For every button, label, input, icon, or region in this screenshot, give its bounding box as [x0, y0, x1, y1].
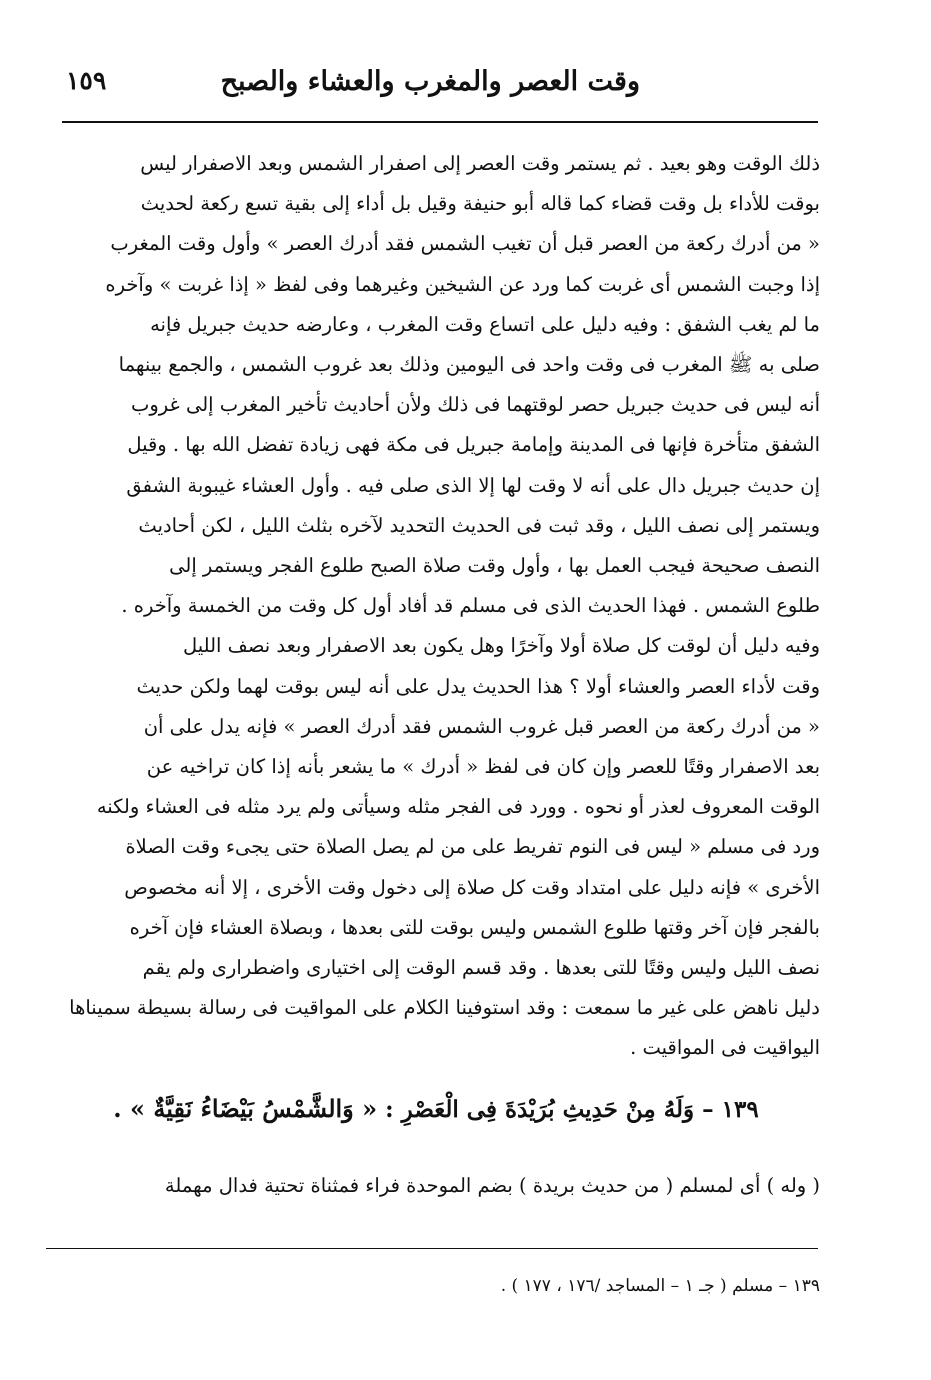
- body-line: الشفق متأخرة فإنها فى المدينة وإمامة جبريل فى مكة فهى زيادة تفضل الله بها . وقيل: [127, 433, 820, 457]
- body-line: صلى به ﷺ المغرب فى وقت واحد فى اليومين وذلك بعد غروب الشمس ، والجمع بينهما: [118, 353, 820, 377]
- running-title: وقت العصر والمغرب والعشاء والصبح: [220, 66, 640, 97]
- body-line: وفيه دليل أن لوقت كل صلاة أولا وآخرًا وهل يكون بعد الاصفرار وبعد نصف الليل: [183, 634, 820, 658]
- header-rule: [62, 121, 818, 123]
- body-line: ورد فى مسلم « ليس فى النوم تفريط على من لم يصل الصلاة حتى يجىء وقت الصلاة: [125, 835, 820, 859]
- body-line: أنه ليس فى حديث جبريل حصر لوقتهما فى ذلك ولأن أحاديث تأخير المغرب إلى غروب: [131, 393, 820, 417]
- body-line: « من أدرك ركعة من العصر قبل أن تغيب الشمس فقد أدرك العصر » وأول وقت المغرب: [110, 232, 820, 256]
- hadith-heading: [100, 1094, 772, 1123]
- footnote-rule: [46, 1248, 818, 1249]
- body-line: ما لم يغب الشفق : وفيه دليل على اتساع وقت المغرب ، وعارضه حديث جبريل فإنه: [150, 312, 820, 336]
- body-text: [46, 144, 820, 1069]
- body-line: وقت لأداء العصر والعشاء أولا ؟ هذا الحديث يدل على أنه ليس بوقت لهما ولكن حديث: [136, 674, 820, 698]
- hadith-prefix: ١٣٩ – وَلَهُ مِنْ حَدِيثِ بُرَيْدَةَ فِى الْعَصْرِ :: [385, 1096, 759, 1123]
- body-line: الأخرى » فإنه دليل على امتداد وقت كل صلاة إلى دخول وقت الأخرى ، إلا أنه مخصوص: [124, 875, 820, 899]
- body-line: إن حديث جبريل دال على أنه لا وقت لها إلا الذى صلى فيه . وأول العشاء غيبوبة الشفق: [126, 473, 820, 497]
- body-line: ذلك الوقت وهو بعيد . ثم يستمر وقت العصر إلى اصفرار الشمس وبعد الاصفرار ليس: [140, 152, 820, 175]
- hadith-quote: « وَالشَّمْسُ بَيْضَاءُ نَقِيَّةٌ » .: [113, 1094, 378, 1123]
- body-line: اليواقيت فى المواقيت .: [630, 1036, 820, 1060]
- body-line: بوقت للأداء بل وقت قضاء كما قاله أبو حنيفة وقيل بل أداء إلى بقية تسع ركعة لحديث: [140, 192, 820, 216]
- body-line: نصف الليل وليس وقتًا للتى بعدها . وقد قسم الوقت إلى اختيارى واضطرارى ولم يقم: [142, 956, 820, 980]
- page-header: [60, 62, 820, 108]
- body-line: بالفجر فإن آخر وقتها طلوع الشمس وليس بوقت للتى بعدها ، وبصلاة العشاء فإن آخره: [129, 915, 820, 939]
- body-line: « من أدرك ركعة من العصر قبل غروب الشمس فقد أدرك العصر » فإنه يدل على أن: [143, 714, 820, 738]
- footnote: ١٣٩ – مسلم ( جـ ١ – المساجد /١٧٦ ، ١٧٧ ) .: [500, 1276, 820, 1296]
- body-line: إذا وجبت الشمس أى غربت كما ورد عن الشيخين وغيرهما وفى لفظ « إذا غربت » وآخره: [105, 272, 820, 296]
- body-line: ويستمر إلى نصف الليل ، وقد ثبت فى الحديث التحديد لآخره بثلث الليل ، لكن أحاديث: [138, 513, 820, 537]
- body-line: طلوع الشمس . فهذا الحديث الذى فى مسلم قد أفاد أول كل وقت من الخمسة وآخره .: [121, 594, 820, 618]
- body-line: الوقت المعروف لعذر أو نحوه . وورد فى الفجر مثله وسيأتى ولم يرد مثله فى العشاء ولكنه: [96, 795, 820, 819]
- body-line: دليل ناهض على غير ما سمعت : وقد استوفينا الكلام على المواقيت فى رسالة بسيطة سميناها: [69, 996, 820, 1020]
- body-line: النصف صحيحة فيجب العمل بها ، وأول وقت صلاة الصبح طلوع الفجر ويستمر إلى: [169, 554, 820, 578]
- body-line: بعد الاصفرار وقتًا للعصر وإن كان فى لفظ « أدرك » ما يشعر بأنه إذا كان تراخيه عن: [146, 755, 820, 779]
- page-number: ١٥٩: [66, 66, 107, 95]
- commentary-line: ( وله ) أى لمسلم ( من حديث بريدة ) بضم الموحدة فراء فمثناة تحتية فدال مهملة: [164, 1174, 820, 1197]
